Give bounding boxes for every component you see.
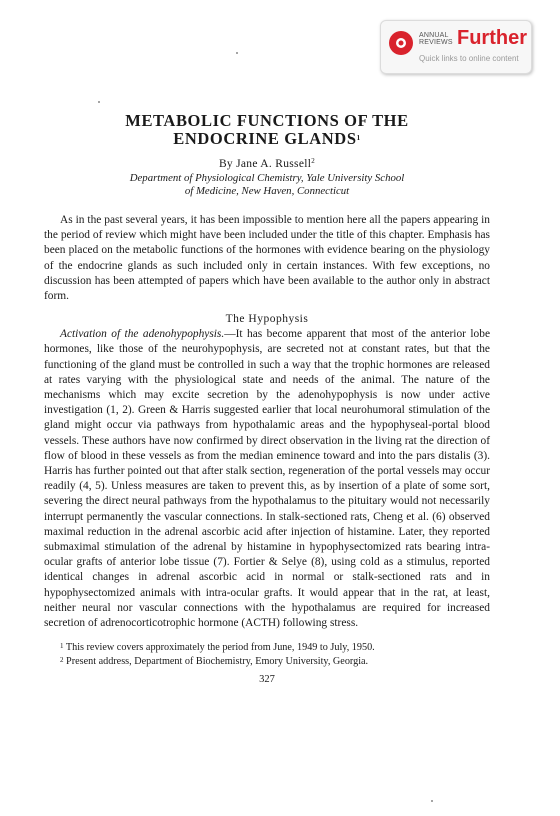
footnote-1 <box>44 641 490 655</box>
title-footnote-mark: 1 <box>356 134 361 142</box>
footnote-2-text: Present address, Department of Biochemistry, Emory University, Georgia. <box>66 655 369 667</box>
author-affiliation <box>44 172 490 198</box>
scan-speck <box>236 52 238 54</box>
badge-annual-text: ANNUAL <box>419 32 449 39</box>
footnote-1-text: This review covers approximately the period from June, 1949 to July, 1950. <box>65 642 375 654</box>
scan-speck <box>431 800 433 802</box>
affiliation-line-1: Department of Physiological Chemistry, Yale University School <box>129 172 405 184</box>
footnotes <box>44 641 490 668</box>
title-line-1: METABOLIC FUNCTIONS OF THE <box>125 111 409 130</box>
hypophysis-paragraph <box>44 327 490 631</box>
badge-subtitle: Quick links to online content <box>419 54 519 63</box>
badge-further-text: Further <box>457 27 527 49</box>
intro-paragraph: As in the past several years, it has been impossible to mention here all the papers appearing in the period of review which might have been included under the title of this chapter. Emphasis has been placed on the metabolic functions of the hormones with evidence bearing on the physiology of the endocrine glands as such included only in certain instances. With few exceptions, no discussion has been attempted of papers which have been available to the author only in abstract form. <box>44 214 490 303</box>
badge-reviews-text: REVIEWS <box>419 39 453 46</box>
annual-reviews-logo-icon <box>389 31 413 55</box>
annual-reviews-further-badge[interactable] <box>380 20 532 74</box>
section-lead-in: Activation of the adenohypophysis. <box>60 328 225 341</box>
page-number: 327 <box>259 674 275 686</box>
footnote-2 <box>44 655 490 669</box>
title-line-2: ENDOCRINE GLANDS <box>173 129 357 148</box>
scan-speck <box>98 101 100 103</box>
section-body-text: —It has become apparent that most of the anterior lobe hormones, like those of the neurohypophysis, are secreted not at constant rates, but that the functioning of the gland must be controlled in such a way that the trophic hormones are released at rates varying with the physiological state and needs of the animal. The nature of the mechanisms which may excite secretion by the adenohypophysis is now under active investigation (1, 2). Green & Harris suggested earlier that local neurohumoral stimulation of the gland might occur via pathways from hypothalamic areas and the hypophyseal-portal blood vessels. These authors have now confirmed by direct observation in the living rat the direction of flow of blood in these vessels as from the median eminence toward and into the pars distalis (3). Harris has further pointed out that after stalk section, regeneration of the portal vessels may occur readily (4, 5). Unless measures are taken to prevent this, as by insertion of a plate of some sort, severing the direct neural pathways from the hypothalamus to the pituitary would not necessarily interrupt permanently the vascular connections. In stalk-sectioned rats, Cheng et al. (6) observed maximal reduction in the adrenal ascorbic acid after injection of histamine. Later, they reported submaximal stimulation of the adrenal by histamine in hypophysectomized rats bearing intra-ocular grafts of anterior lobe tissue (7). Fortier & Selye (8), using cold as a stimulus, reported identical changes in adrenal ascorbic acid in normal or stalk-sectioned rats and in hypophysectomized animals with intra-ocular grafts. It would appear that in the rat, at least, neither neural nor vascular connections with the hypothalamus are required for increased secretion of adrenocorticotrophic hormone (ACTH) following stress. <box>44 328 490 630</box>
article-page <box>44 112 490 685</box>
footnote-1-mark: 1 <box>60 642 64 651</box>
author-name: By Jane A. Russell <box>218 158 312 170</box>
author-line <box>44 158 490 170</box>
section-heading: The Hypophysis <box>225 313 309 326</box>
affiliation-line-2: of Medicine, New Haven, Connecticut <box>184 185 350 197</box>
article-title <box>44 112 490 148</box>
footnote-2-mark: 2 <box>60 655 64 664</box>
author-footnote-mark: 2 <box>311 157 316 165</box>
